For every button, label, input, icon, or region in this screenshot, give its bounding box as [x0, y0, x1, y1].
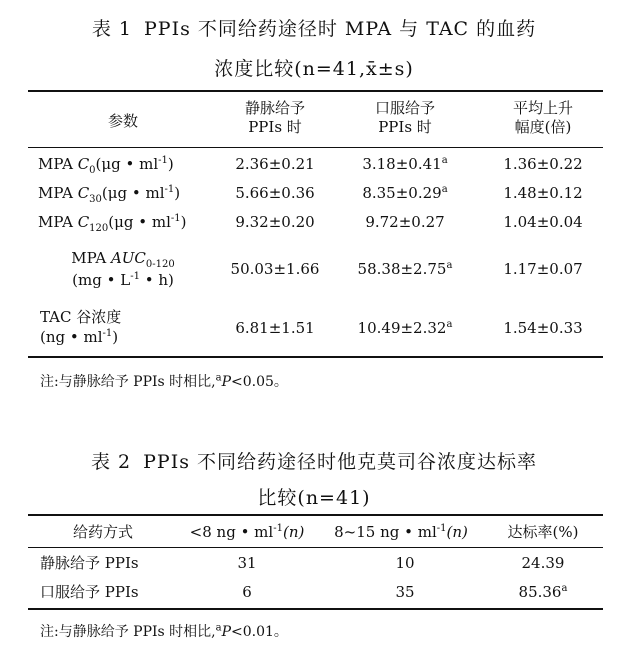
table2-header-low: <8 ng • $ml^{-1}(n)$: [189, 523, 305, 541]
table2-row0-mid: 10: [395, 554, 415, 572]
table1-row4-rise: 1.54±0.33: [503, 319, 583, 337]
table1-row2-rise: 1.04±0.04: [503, 213, 583, 231]
table1-row1-oral: 8.35±0.29$^a$: [362, 184, 448, 202]
table2-caption-line2: 比较(n=41): [257, 487, 371, 509]
table1-row0-oral: 3.18±0.41$^a$: [362, 155, 448, 173]
table1-header-oral: [350, 99, 460, 137]
table1-row0-iv: 2.36±0.21: [235, 155, 315, 173]
table2-row1-mid: 35: [395, 583, 415, 601]
table1-row3-param-line2: (mg • $L^{-1}$ • h): [72, 271, 174, 289]
table2-row0-low: 31: [237, 554, 257, 572]
table1-caption-line1: [0, 14, 628, 41]
table2-caption-line1: [0, 447, 628, 474]
table1-row0-param: MPA $C_0(\mu g$ • $ml^{-1}$): [38, 155, 174, 176]
table1-header-iv-line1: 静脉给予: [244, 99, 305, 117]
table2-row0-rate: 24.39: [521, 554, 565, 572]
table1-row3-rise: 1.17±0.07: [503, 260, 583, 278]
table1-row4-oral: 10.49±2.32$^a$: [357, 319, 453, 337]
table2-bottom-rule: [28, 608, 603, 610]
table1-row1-param: MPA $C_{30}(\mu g$ • $ml^{-1}$): [38, 184, 181, 205]
table1-header-rule: [28, 147, 603, 148]
table1-row3-oral: 58.38±2.75$^a$: [357, 260, 453, 278]
table1-header-iv: [220, 99, 330, 137]
table1-row4-param-line1: TAC 谷浓度: [40, 308, 122, 326]
table1-row2-iv: 9.32±0.20: [235, 213, 315, 231]
table1-caption-label: 表 1: [91, 18, 132, 40]
table1-row3-param-line1: MPA $AUC_{0-120}$: [71, 249, 175, 270]
table1-row2-param: MPA $C_{120}(\mu g$ • $ml^{-1}$): [38, 213, 187, 234]
table1-top-rule: [28, 90, 603, 92]
table2-header-mid: 8~15 ng • $ml^{-1}(n)$: [334, 523, 468, 541]
table1-row0-rise: 1.36±0.22: [503, 155, 583, 173]
table2-top-rule: [28, 514, 603, 516]
table1-row2-oral: 9.72±0.27: [365, 213, 445, 231]
table1-row4-iv: 6.81±1.51: [235, 319, 315, 337]
table1-header-oral-line2: PPIs 时: [378, 118, 432, 136]
table2-header-route: 给药方式: [72, 523, 133, 541]
table1-note: 注:与静脉给予 PPIs 时相比,$^a$P<0.05。: [40, 372, 288, 390]
table1-header-rise-line1: 平均上升: [512, 99, 573, 117]
table1-header-rise-line2: 幅度(倍): [514, 118, 572, 136]
table1-header-rise: [488, 99, 598, 137]
table1-row4-param: [40, 307, 121, 347]
table1-row3-iv: 50.03±1.66: [230, 260, 320, 278]
table1-header-param: 参数: [107, 112, 138, 130]
table2-header-rate: 达标率(%): [507, 523, 579, 541]
table2-caption-title: PPIs 不同给药途径时他克莫司谷浓度达标率: [143, 451, 537, 473]
table1-row1-iv: 5.66±0.36: [235, 184, 315, 202]
table1-header-iv-line2: PPIs 时: [248, 118, 302, 136]
table2-row1-rate: 85.36$^a$: [518, 583, 568, 601]
table1-caption-line2: 浓度比较(n=41,x̄±s): [214, 58, 414, 80]
table2-row1-route: 口服给予 PPIs: [40, 583, 139, 601]
table2-note: 注:与静脉给予 PPIs 时相比,$^a$P<0.01。: [40, 622, 288, 640]
table1-row3-param: [38, 247, 208, 291]
table1-row1-rise: 1.48±0.12: [503, 184, 583, 202]
table1-row4-param-line2: (ng • $ml^{-1}$): [40, 328, 119, 346]
table1-bottom-rule: [28, 356, 603, 358]
table2-row0-route: 静脉给予 PPIs: [40, 554, 139, 572]
table1-caption-title: PPIs 不同给药途径时 MPA 与 TAC 的血药: [144, 18, 537, 40]
table1-header-oral-line1: 口服给予: [374, 99, 435, 117]
table2-header-rule: [28, 547, 603, 548]
table2-caption-label: 表 2: [90, 451, 132, 473]
table2-row1-low: 6: [242, 583, 252, 601]
